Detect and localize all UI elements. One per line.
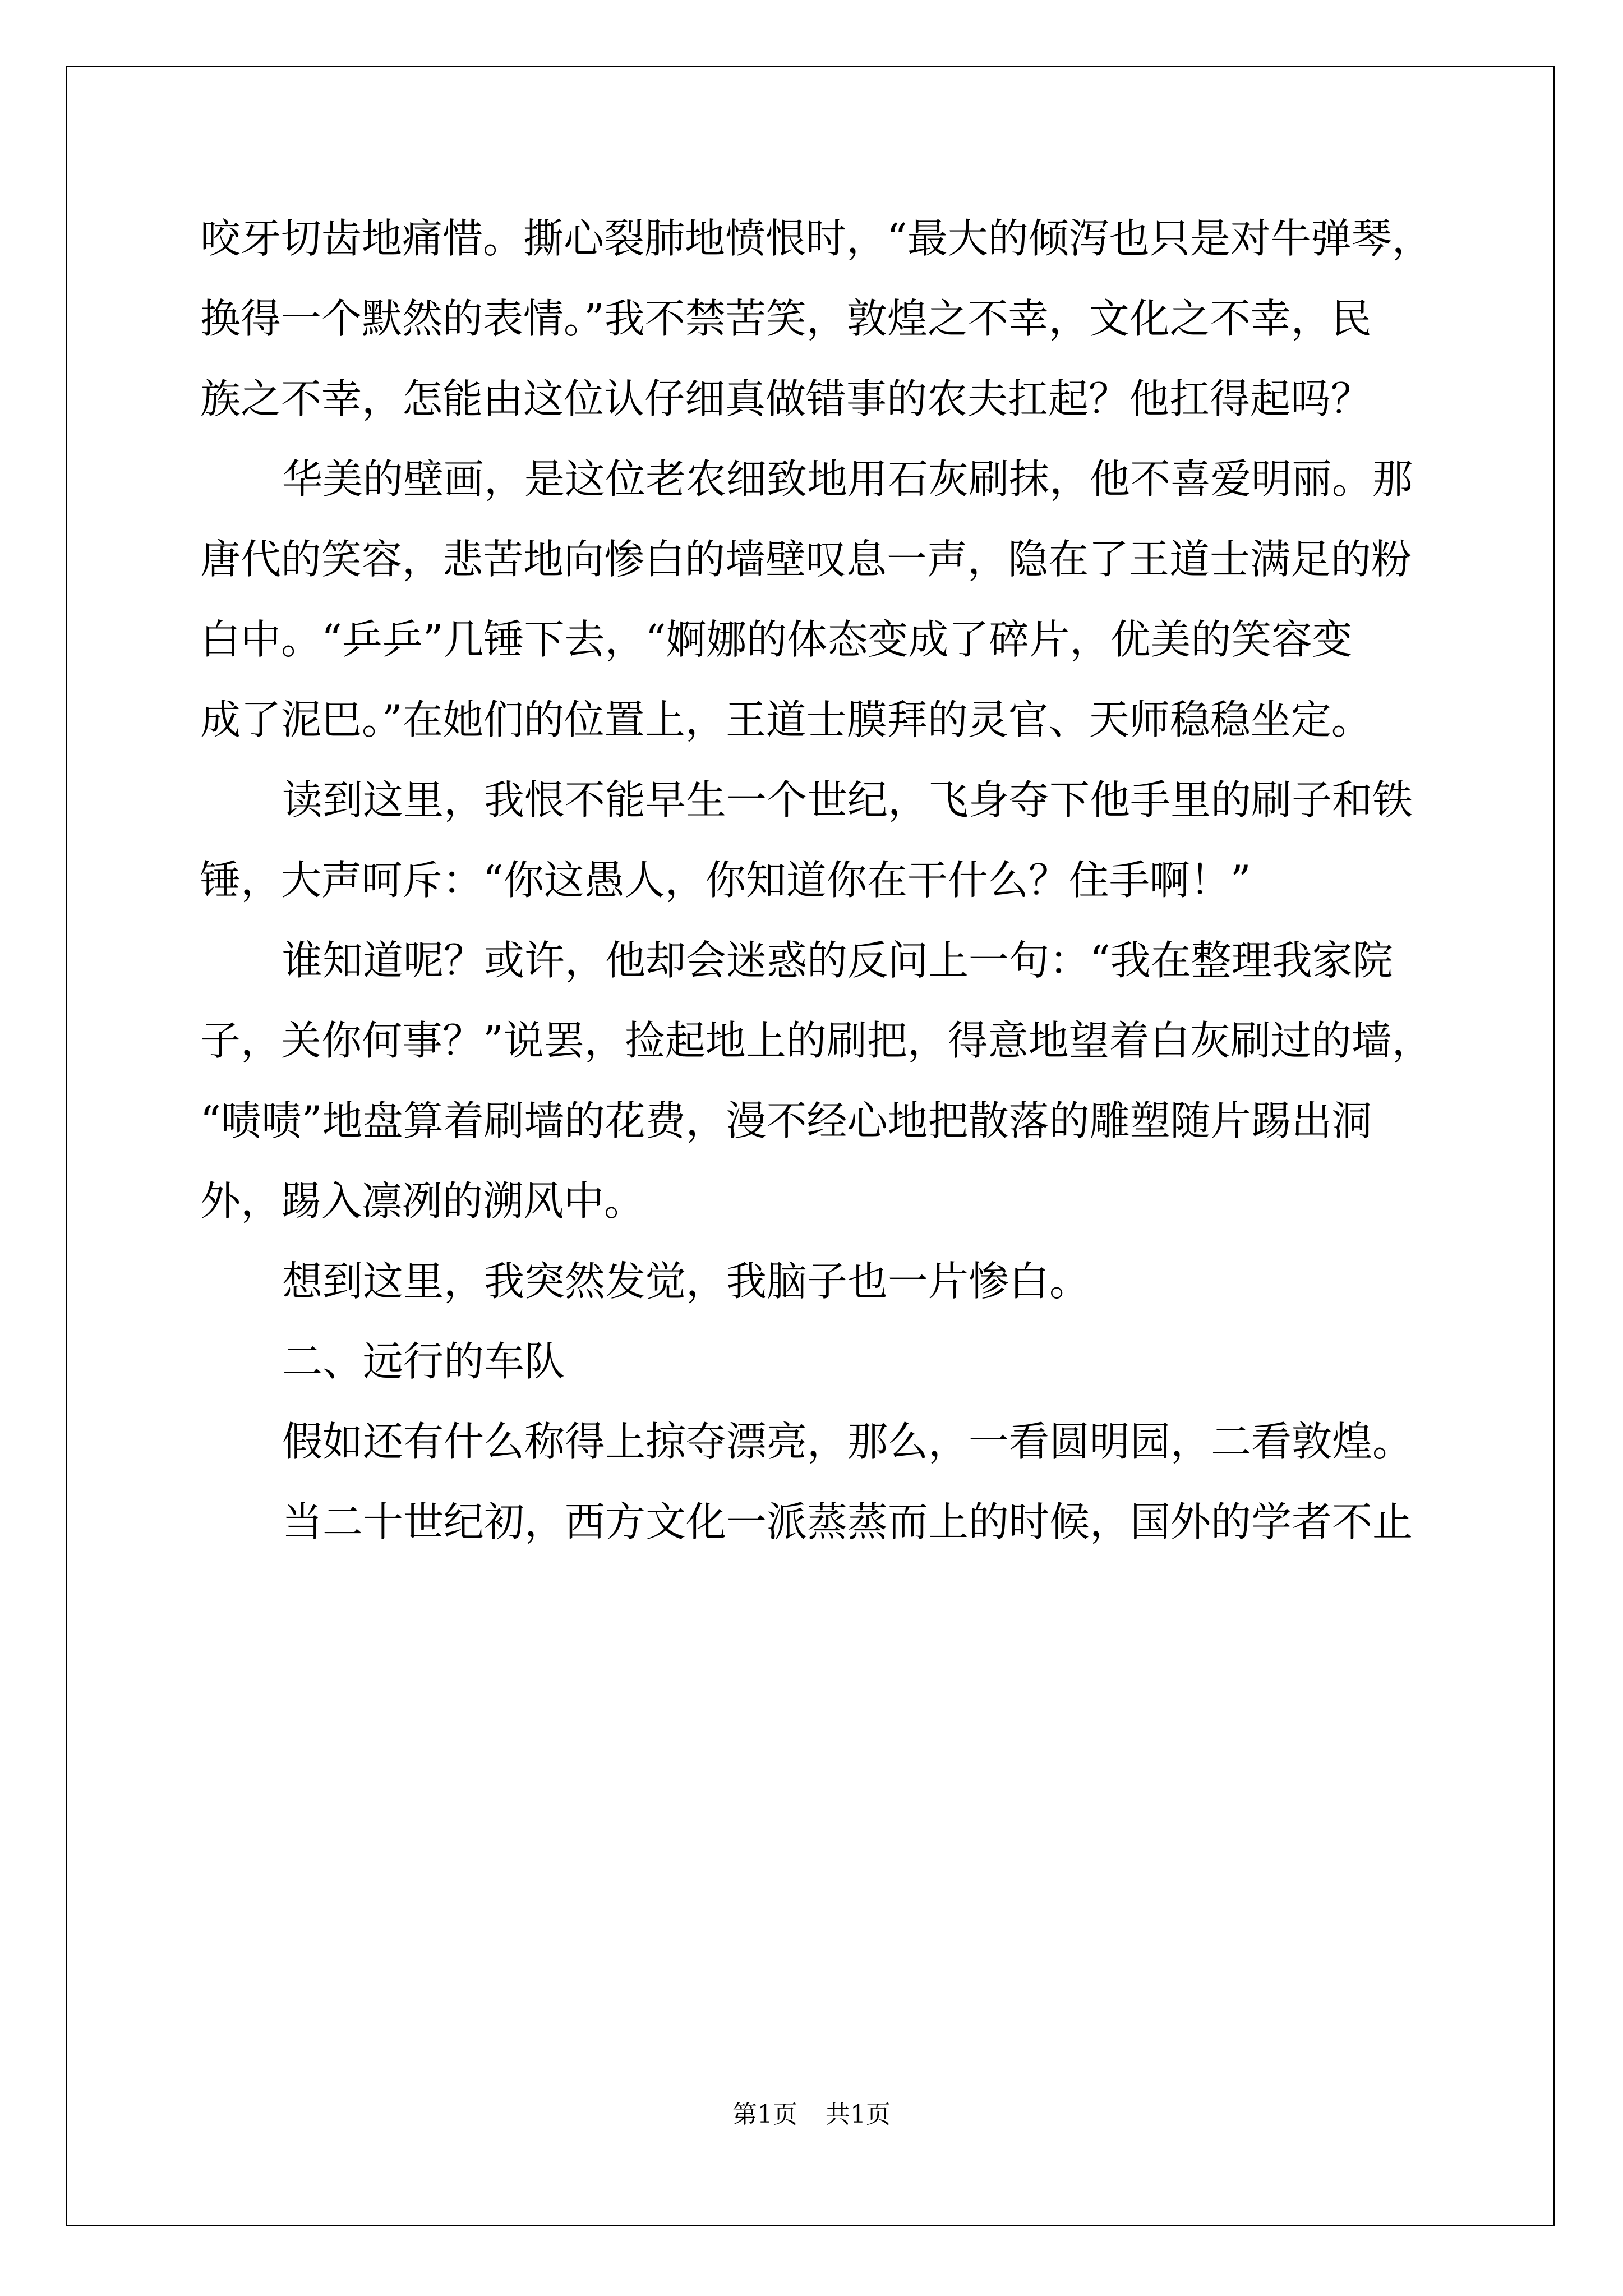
paragraph-start-line: 读到这里，我恨不能早生一个世纪，飞身夺下他手里的刷子和铁 [282,776,1413,823]
text-line: 外，踢入凛冽的溯风中。 [200,1177,645,1225]
paragraph-start-line: 谁知道呢？或许，他却会迷惑的反问上一句：“我在整理我家院 [282,937,1393,984]
section-heading: 二、远行的车队 [282,1338,565,1385]
paragraph-start-line: 华美的壁画，是这位老农细致地用石灰刷抹，他不喜爱明丽。那 [282,455,1413,503]
text-line: 唐代的笑容，悲苦地向惨白的墙壁叹息一声，隐在了王道士满足的粉 [200,536,1412,583]
text-line: 咬牙切齿地痛惜。撕心裂肺地愤恨时，“最大的倾泻也只是对牛弹琴， [200,215,1432,262]
page-total: 共1页 [826,2100,891,2129]
text-line: 换得一个默然的表情。”我不禁苦笑，敦煌之不幸，文化之不幸，民 [200,295,1372,342]
paragraph-start-line: 假如还有什么称得上掠夺漂亮，那么，一看圆明园，二看敦煌。 [282,1418,1413,1465]
text-line: “啧啧”地盘算着刷墙的花费，漫不经心地把散落的雕塑随片踢出洞 [200,1097,1372,1144]
paragraph-start-line: 想到这里，我突然发觉，我脑子也一片惨白。 [282,1258,1090,1305]
text-line: 白中。“乒乒”几锤下去，“婀娜的体态变成了碎片，优美的笑容变 [200,616,1353,663]
paragraph-start-line: 当二十世纪初，西方文化一派蒸蒸而上的时候，国外的学者不止 [282,1498,1413,1545]
text-line: 族之不幸，怎能由这位认仔细真做错事的农夫扛起？他扛得起吗？ [200,375,1372,422]
page-number: 第1页 [732,2100,797,2129]
text-line: 成了泥巴。”在她们的位置上，王道士膜拜的灵官、天师稳稳坐定。 [200,696,1372,743]
page-footer [0,2098,1623,2132]
text-line: 子，关你何事？”说罢，捡起地上的刷把，得意地望着白灰刷过的墙， [200,1017,1432,1064]
text-line: 锤，大声呵斥：“你这愚人，你知道你在干什么？住手啊！” [200,857,1251,904]
